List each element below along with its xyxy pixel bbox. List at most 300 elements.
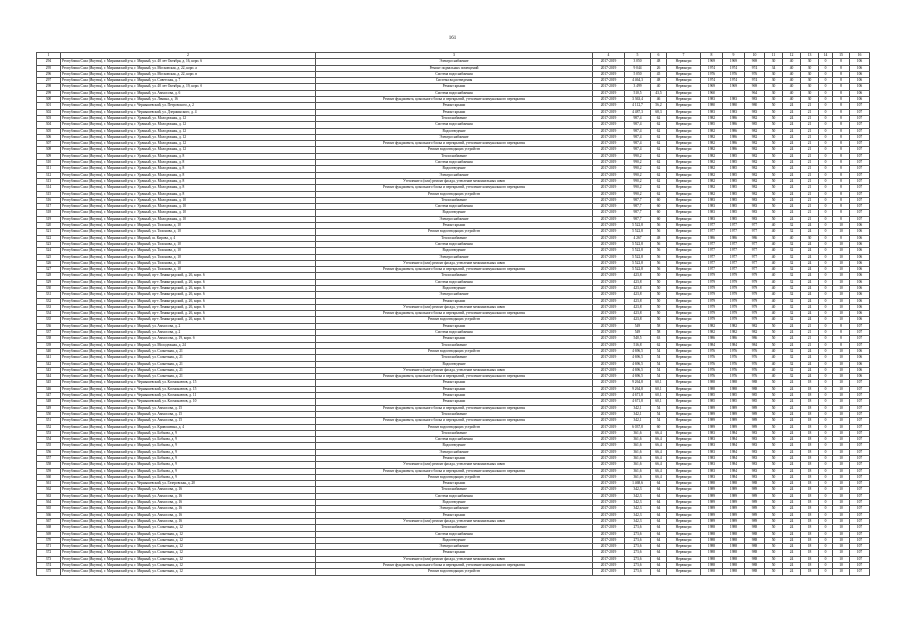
table-cell: 50 [765, 393, 783, 399]
table-cell: 46 [651, 97, 667, 103]
table-cell: 10 [833, 254, 850, 260]
table-cell: 24 [801, 254, 819, 260]
table-cell: 1988 [723, 556, 745, 562]
table-cell: 549 [625, 330, 651, 336]
table-cell: 24 [783, 512, 801, 518]
table-cell: 324 [37, 248, 61, 254]
table-cell: Республика Саха (Якутия), г. Мирнинский р-н, г. Мирный, ул. Аммосова, д. 2 [61, 330, 316, 336]
table-cell: 40 [765, 348, 783, 354]
table-cell: 976 [745, 348, 765, 354]
table-cell: 50 [765, 122, 783, 128]
table-cell: Ремонт фундамента, цокольного блока и перекрытий, утепление коммунального перекрытия [316, 141, 593, 147]
table-cell: 0 [819, 531, 833, 537]
table-cell: 1989 [701, 487, 723, 493]
table-cell: 40 [783, 84, 801, 90]
table-cell: Ремонт фундамента, цокольного блока и перекрытий, утепление коммунального перекрытия [316, 374, 593, 380]
table-cell: 2017-2019 [593, 292, 625, 298]
table-cell: Нерюнгри [667, 298, 701, 304]
table-cell: 30 [801, 90, 819, 96]
table-cell: 0 [819, 474, 833, 480]
table-cell: 24 [801, 304, 819, 310]
table-cell: 1983 [701, 462, 723, 468]
table-cell: 24 [801, 279, 819, 285]
table-cell: 0 [819, 273, 833, 279]
table-cell: 2017-2019 [593, 399, 625, 405]
table-cell: 24 [801, 311, 819, 317]
table-cell: 0 [819, 185, 833, 191]
table-cell: 50 [765, 386, 783, 392]
table-cell: Ремонт крыши [316, 393, 593, 399]
table-cell: 106 [850, 65, 870, 71]
table-cell: 107 [850, 191, 870, 197]
table-cell: 273,6 [625, 550, 651, 556]
table-cell: 982 [745, 147, 765, 153]
table-cell: 24 [801, 348, 819, 354]
table-cell: Нерюнгри [667, 367, 701, 373]
table-cell: Водоотведение [316, 166, 593, 172]
table-cell: 40 [765, 292, 783, 298]
table-cell: 60 [651, 197, 667, 203]
table-cell: 1986 [723, 235, 745, 241]
table-cell: Республика Саха (Якутия), г. Мирнинский р-н, г. Удачный, ул. Молодежная, д. 8 [61, 153, 316, 159]
table-cell: 107 [850, 122, 870, 128]
table-cell: 982 [745, 153, 765, 159]
table-cell: 0 [819, 71, 833, 77]
table-cell: 331 [37, 292, 61, 298]
table-cell: Республика Саха (Якутия), г. Мирнинский р-н, г. Чернышевский, ул. Космонавтов, д. 11 [61, 393, 316, 399]
table-cell: 294 [37, 59, 61, 65]
table-cell: 5 522,8 [625, 248, 651, 254]
table-cell: 1988 [701, 569, 723, 575]
table-cell: Республика Саха (Якутия), г. Мирнинский р-н, г. Мирный, ш. Кирова, д. 4 [61, 235, 316, 241]
table-cell: 64 [651, 556, 667, 562]
table-cell: 21 [801, 185, 819, 191]
table-cell: 10 [833, 223, 850, 229]
table-cell: 40 [783, 90, 801, 96]
table-cell: 354 [37, 437, 61, 443]
table-cell: 342,3 [625, 493, 651, 499]
table-cell: Нерюнгри [667, 525, 701, 531]
table-cell: 1979 [723, 311, 745, 317]
table-cell: 337 [37, 330, 61, 336]
table-cell: 2017-2019 [593, 84, 625, 90]
table-cell: 2017-2019 [593, 90, 625, 96]
table-cell: 2017-2019 [593, 563, 625, 569]
table-cell: 1977 [701, 223, 723, 229]
table-cell: 40 [765, 279, 783, 285]
table-cell: 361 [37, 481, 61, 487]
table-cell: 976 [745, 374, 765, 380]
table-cell: 1989 [723, 493, 745, 499]
table-cell: 64 [651, 512, 667, 518]
table-cell: 0 [819, 506, 833, 512]
table-cell: 988 [745, 531, 765, 537]
table-cell: 32 [783, 273, 801, 279]
table-cell: 985 [745, 399, 765, 405]
table-cell: 107 [850, 487, 870, 493]
table-cell: 510,5 [625, 90, 651, 96]
table-cell: Нерюнгри [667, 449, 701, 455]
table-cell: 1982 [701, 166, 723, 172]
table-cell: 50 [651, 317, 667, 323]
table-cell: 0 [819, 128, 833, 134]
table-cell: 30 [801, 78, 819, 84]
table-cell: 10 [833, 279, 850, 285]
table-cell: 107 [850, 336, 870, 342]
table-cell: 1983 [701, 468, 723, 474]
table-cell: Электроснабжение [316, 292, 593, 298]
table-cell: 21 [801, 141, 819, 147]
table-cell: 306 [37, 134, 61, 140]
table-cell: Ремонт водоотводящих устройств [316, 569, 593, 575]
table-cell: 50 [765, 481, 783, 487]
table-cell: 9 264,8 [625, 386, 651, 392]
column-number-cell: 4 [593, 53, 625, 59]
table-cell: 107 [850, 342, 870, 348]
table-cell: 40 [765, 374, 783, 380]
table-cell: 30 [765, 235, 783, 241]
table-cell: 1989 [701, 518, 723, 524]
table-cell: 50 [765, 462, 783, 468]
table-cell: 988 [745, 525, 765, 531]
table-cell: Ремонт водоотводящих устройств [316, 229, 593, 235]
column-number-cell: 13 [801, 53, 819, 59]
table-cell: 423,8 [625, 317, 651, 323]
table-cell: 24 [783, 330, 801, 336]
table-cell: 21 [801, 204, 819, 210]
table-cell: 0 [819, 160, 833, 166]
table-cell: 50 [765, 336, 783, 342]
table-cell: 30 [765, 84, 783, 90]
table-cell: 1979 [723, 317, 745, 323]
table-cell: 54 [651, 405, 667, 411]
table-cell: 983 [745, 97, 765, 103]
table-cell: 18 [801, 563, 819, 569]
table-cell: 106 [850, 97, 870, 103]
table-cell: 2017-2019 [593, 248, 625, 254]
table-cell: 24 [801, 374, 819, 380]
table-cell: Нерюнгри [667, 430, 701, 436]
table-cell: 106 [850, 311, 870, 317]
table-cell: Нерюнгри [667, 386, 701, 392]
table-cell: 106 [850, 59, 870, 65]
table-cell: 62 [651, 178, 667, 184]
table-cell: 21 [801, 147, 819, 153]
table-cell: 1979 [723, 298, 745, 304]
table-cell: 0 [819, 317, 833, 323]
table-cell: 10 [833, 550, 850, 556]
table-cell: 0 [819, 411, 833, 417]
table-cell: 1977 [723, 248, 745, 254]
table-cell: 50 [651, 311, 667, 317]
table-cell: 40 [765, 241, 783, 247]
table-cell: 977 [745, 229, 765, 235]
table-cell: 372 [37, 550, 61, 556]
table-cell: 2017-2019 [593, 311, 625, 317]
table-cell: 24 [783, 506, 801, 512]
table-cell: 4 267 [625, 235, 651, 241]
table-cell: 312 [37, 172, 61, 178]
table-cell: Ремонт водоотводящих устройств [316, 474, 593, 480]
table-cell: 349 [37, 405, 61, 411]
table-cell: 0 [819, 166, 833, 172]
table-cell: Республика Саха (Якутия), г. Мирнинский р-н, г. Мирный, ул. Солнечная, д. 12 [61, 531, 316, 537]
table-cell: 2017-2019 [593, 481, 625, 487]
table-cell: Республика Саха (Якутия), г. Мирнинский р-н, г. Мирный, ул. Солнечная, д. 21 [61, 348, 316, 354]
table-cell: 1979 [723, 285, 745, 291]
table-cell: Нерюнгри [667, 556, 701, 562]
table-cell: 1974 [723, 65, 745, 71]
table-cell: 64 [651, 481, 667, 487]
table-cell: 368 [37, 525, 61, 531]
table-cell: 32 [783, 298, 801, 304]
table-cell: 40 [765, 223, 783, 229]
table-cell: 0 [819, 336, 833, 342]
table-cell: 0 [819, 348, 833, 354]
table-cell: 56 [651, 229, 667, 235]
table-cell: 1989 [723, 487, 745, 493]
table-cell: 359 [37, 468, 61, 474]
table-cell: 2017-2019 [593, 336, 625, 342]
table-cell: Республика Саха (Якутия), г. Мирнинский р-н, г. Мирный, ул. Бобкова, д. 9 [61, 474, 316, 480]
table-cell: Нерюнгри [667, 493, 701, 499]
table-cell: Ремонт крыши [316, 550, 593, 556]
table-cell: 516,8 [625, 342, 651, 348]
table-cell: Республика Саха (Якутия), г. Мирнинский р-н, г. Мирный, ул. Солнечная, д. 12 [61, 525, 316, 531]
table-cell: 18 [801, 380, 819, 386]
table-cell: 338 [37, 336, 61, 342]
table-cell: 50 [765, 531, 783, 537]
table-cell: Ремонт крыши [316, 109, 593, 115]
table-cell: 1989 [723, 411, 745, 417]
table-cell: 353 [37, 430, 61, 436]
table-cell: 1989 [723, 418, 745, 424]
table-cell: 107 [850, 418, 870, 424]
table-cell: 2017-2019 [593, 424, 625, 430]
table-cell: 60,1 [651, 386, 667, 392]
table-cell: 1989 [701, 506, 723, 512]
table-cell: 1988 [723, 380, 745, 386]
table-cell: 1977 [701, 260, 723, 266]
table-cell: 0 [819, 216, 833, 222]
table-cell: 989 [745, 506, 765, 512]
table-cell: 0 [819, 361, 833, 367]
table-cell: 2017-2019 [593, 544, 625, 550]
table-cell: 0 [819, 292, 833, 298]
table-cell: 986 [745, 235, 765, 241]
table-cell: 10 [833, 437, 850, 443]
table-cell: 18 [801, 437, 819, 443]
table-cell: 1982 [701, 115, 723, 121]
table-cell: 979 [745, 292, 765, 298]
table-cell: 24 [783, 449, 801, 455]
table-cell: 107 [850, 456, 870, 462]
table-cell: 0 [819, 254, 833, 260]
table-cell: Нерюнгри [667, 65, 701, 71]
table-cell: Республика Саха (Якутия), г. Мирнинский р-н, г. Мирный, ул. Аммосова, д. 15 [61, 418, 316, 424]
table-cell: 30 [765, 97, 783, 103]
table-cell: 1974 [701, 78, 723, 84]
table-cell: 983 [745, 456, 765, 462]
table-cell: 8 [833, 323, 850, 329]
table-cell: 303 [37, 115, 61, 121]
table-cell: 4 112,7 [625, 103, 651, 109]
table-cell: Республика Саха (Якутия), г. Мирнинский р-н, г. Мирный, ул. Бобкова, д. 9 [61, 443, 316, 449]
table-cell: 371 [37, 544, 61, 550]
table-cell: 107 [850, 512, 870, 518]
table-cell: Республика Саха (Якутия), г. Мирнинский р-н, г. Мирный, пр-т Ленинградский, д. 26, корп. 6 [61, 311, 316, 317]
table-cell: 1 468,6 [625, 481, 651, 487]
table-cell: 0 [819, 223, 833, 229]
table-cell: 24 [801, 317, 819, 323]
table-cell: Республика Саха (Якутия), г. Мирнинский р-н, г. Удачный, ул. Молодежная, д. 12 [61, 122, 316, 128]
table-cell: Нерюнгри [667, 153, 701, 159]
table-cell: 0 [819, 525, 833, 531]
table-cell: Нерюнгри [667, 141, 701, 147]
table-cell: Нерюнгри [667, 393, 701, 399]
table-cell: 1982 [701, 185, 723, 191]
table-cell: 10 [833, 411, 850, 417]
column-number-cell: 9 [723, 53, 745, 59]
table-cell: 1988 [701, 550, 723, 556]
table-cell: 10 [833, 260, 850, 266]
table-cell: 1988 [701, 386, 723, 392]
table-cell: 50 [765, 191, 783, 197]
table-cell: 10 [833, 487, 850, 493]
table-cell: 2017-2019 [593, 411, 625, 417]
table-cell: 60,1 [651, 380, 667, 386]
table-cell: Республика Саха (Якутия), г. Мирнинский р-н, г. Удачный, ул. Молодежная, д. 8 [61, 172, 316, 178]
table-cell: 2017-2019 [593, 506, 625, 512]
table-cell: 32 [783, 248, 801, 254]
table-cell: Теплоснабжение [316, 197, 593, 203]
table-cell: 56 [651, 267, 667, 273]
table-cell: 2017-2019 [593, 443, 625, 449]
table-cell: 983 [745, 462, 765, 468]
table-cell: 988 [745, 544, 765, 550]
table-cell: 1977 [723, 254, 745, 260]
table-cell: Ремонт водоотводящих устройств [316, 348, 593, 354]
table-cell: 8 [833, 185, 850, 191]
table-cell: Нерюнгри [667, 248, 701, 254]
table-cell: 323 [37, 241, 61, 247]
table-cell: 8 [833, 115, 850, 121]
table-cell: 107 [850, 197, 870, 203]
table-cell: 310 [37, 160, 61, 166]
table-cell: Нерюнгри [667, 487, 701, 493]
table-cell: 64 [651, 563, 667, 569]
table-cell: 107 [850, 563, 870, 569]
table-cell: Нерюнгри [667, 518, 701, 524]
table-cell: 989 [745, 418, 765, 424]
table-cell: Нерюнгри [667, 197, 701, 203]
table-cell: Электроснабжение [316, 449, 593, 455]
table-cell: 2017-2019 [593, 437, 625, 443]
table-cell: 1982 [701, 330, 723, 336]
table-cell: 24 [783, 525, 801, 531]
table-cell: 1976 [723, 355, 745, 361]
table-cell: 344 [37, 374, 61, 380]
table-cell: 24 [783, 134, 801, 140]
repair-register-table [36, 52, 870, 576]
table-cell: 50 [765, 216, 783, 222]
table-cell: 345 [37, 380, 61, 386]
table-cell: 48 [651, 59, 667, 65]
table-cell: 2017-2019 [593, 512, 625, 518]
table-cell: Республика Саха (Якутия), г. Мирнинский р-н, г. Мирный, ул. Солнечная, д. 21 [61, 355, 316, 361]
table-cell: 1982 [701, 323, 723, 329]
table-cell: 24 [801, 273, 819, 279]
table-cell: Нерюнгри [667, 500, 701, 506]
table-cell: 40 [765, 285, 783, 291]
table-cell: Республика Саха (Якутия), г. Мирнинский р-н, г. Мирный, ул. Молодежная, д. 24 [61, 342, 316, 348]
table-cell: 0 [819, 512, 833, 518]
table-cell: 40 [783, 59, 801, 65]
table-cell: Нерюнгри [667, 569, 701, 575]
table-cell: Республика Саха (Якутия), г. Мирнинский р-н, г. Мирный, ул. Солнечная, д. 12 [61, 537, 316, 543]
table-cell: 1984 [723, 456, 745, 462]
table-cell: 983 [745, 443, 765, 449]
table-cell: Водоотведение [316, 128, 593, 134]
table-cell: 0 [819, 78, 833, 84]
table-cell: Республика Саха (Якутия), г. Мирнинский р-н, г. Мирный, пр-т Ленинградский, д. 26, корп. 6 [61, 298, 316, 304]
table-cell: 58 [651, 323, 667, 329]
table-cell: 24 [783, 399, 801, 405]
table-cell: 50 [765, 474, 783, 480]
table-cell: Нерюнгри [667, 147, 701, 153]
table-cell: 2017-2019 [593, 380, 625, 386]
table-cell: 24 [783, 336, 801, 342]
table-cell: 365 [37, 506, 61, 512]
table-cell: 50 [765, 197, 783, 203]
table-cell: 1976 [701, 367, 723, 373]
table-cell: 8 [833, 235, 850, 241]
table-cell: 8 [833, 342, 850, 348]
table-cell: 1985 [723, 204, 745, 210]
table-cell: 48 [651, 235, 667, 241]
table-cell: 0 [819, 374, 833, 380]
table-cell: 1979 [701, 311, 723, 317]
table-cell: 1984 [723, 430, 745, 436]
table-cell: 2017-2019 [593, 254, 625, 260]
table-cell: Нерюнгри [667, 537, 701, 543]
table-cell: 1983 [701, 216, 723, 222]
table-cell: 68,3 [651, 109, 667, 115]
table-cell: 1989 [701, 405, 723, 411]
table-cell: Республика Саха (Якутия), г. Мирнинский р-н, г. Удачный, ул. Молодежная, д. 8 [61, 160, 316, 166]
table-cell: Ремонт крыши [316, 336, 593, 342]
table-cell: 10 [833, 493, 850, 499]
table-cell: 30 [801, 235, 819, 241]
table-cell: 56 [651, 223, 667, 229]
table-cell: 2017-2019 [593, 153, 625, 159]
table-cell: 297 [37, 78, 61, 84]
table-cell: 0 [819, 399, 833, 405]
table-cell: 987,7 [625, 197, 651, 203]
table-cell: 5 522,8 [625, 267, 651, 273]
table-cell: 2017-2019 [593, 342, 625, 348]
table-cell: 62 [651, 185, 667, 191]
table-cell: 988 [745, 386, 765, 392]
table-cell: Республика Саха (Якутия), г. Мирнинский р-н, г. Мирный, ул. Тихонова, д. 10 [61, 260, 316, 266]
table-cell: Нерюнгри [667, 97, 701, 103]
table-cell: Ремонт крыши [316, 399, 593, 405]
table-cell: 8 [833, 109, 850, 115]
table-cell: 989 [745, 405, 765, 411]
table-cell: 361,6 [625, 430, 651, 436]
table-cell: Ремонт водоотводящих устройств [316, 147, 593, 153]
table-cell: 1988 [701, 563, 723, 569]
